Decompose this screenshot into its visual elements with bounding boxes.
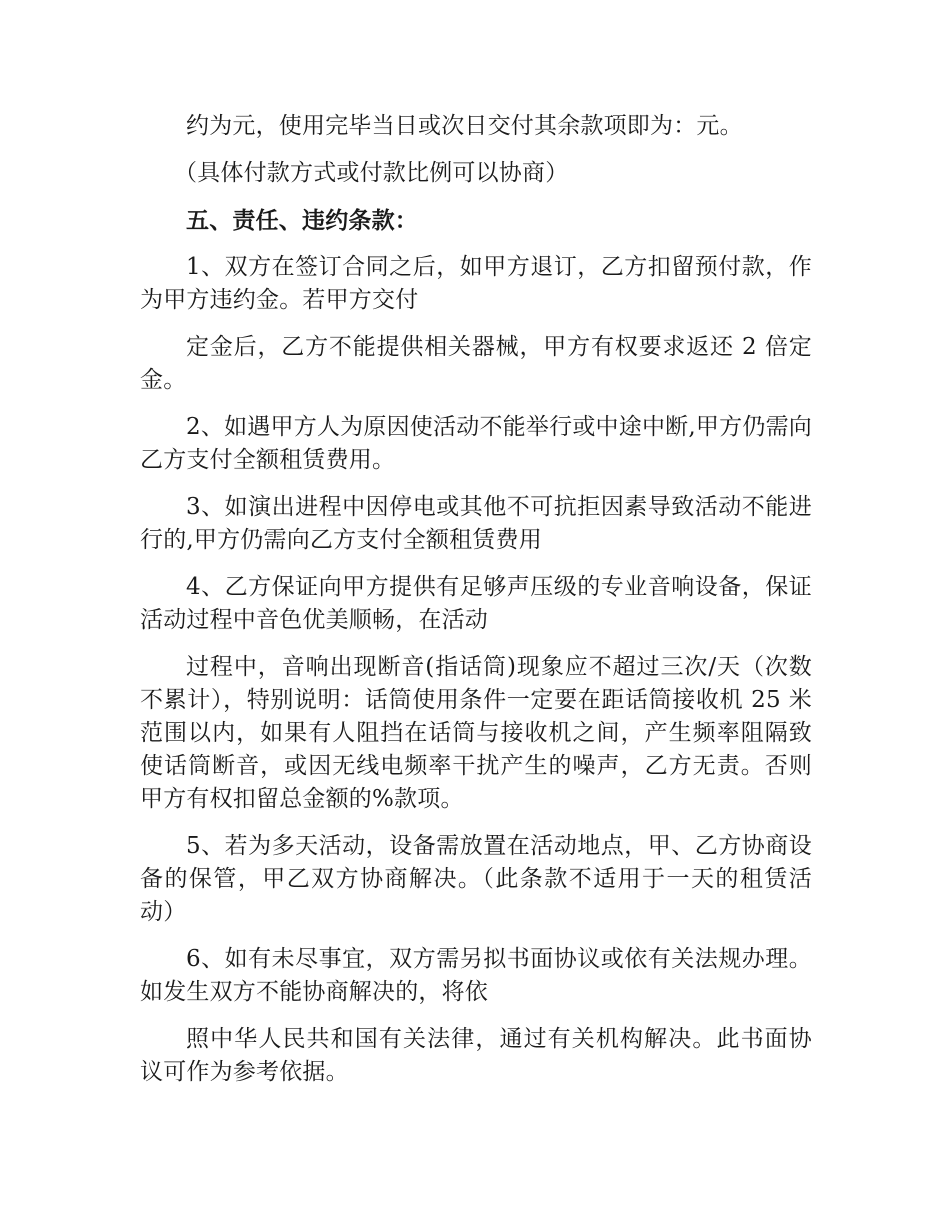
clause-2-paragraph: 2、如遇甲方人为原因使活动不能举行或中途中断,甲方仍需向乙方支付全额租赁费用。 xyxy=(140,414,812,473)
clause-6-paragraph: 6、如有未尽事宜，双方需另拟书面协议或依有关法规办理。如发生双方不能协商解决的，将依 xyxy=(140,946,812,1005)
payment-balance-paragraph: 约为元，使用完毕当日或次日交付其余款项即为：元。 xyxy=(186,113,743,139)
clause-4-paragraph: 4、乙方保证向甲方提供有足够声压级的专业音响设备，保证活动过程中音色优美顺畅，在活动 xyxy=(140,574,812,633)
clause-3-paragraph: 3、如演出进程中因停电或其他不可抗拒因素导致活动不能进行的,甲方仍需向乙方支付全额租赁费用 xyxy=(140,494,812,553)
clause-1-continuation-paragraph: 定金后，乙方不能提供相关器械，甲方有权要求返还 2 倍定金。 xyxy=(140,334,812,393)
document-body xyxy=(140,110,812,1103)
section-heading-liability: 五、责任、违约条款： xyxy=(186,207,418,234)
clause-1-paragraph: 1、双方在签订合同之后，如甲方退订，乙方扣留预付款，作为甲方违约金。若甲方交付 xyxy=(140,254,812,313)
clause-6-continuation-paragraph: 照中华人民共和国有关法律，通过有关机构解决。此书面协议可作为参考依据。 xyxy=(140,1026,812,1085)
payment-note-paragraph: （具体付款方式或付款比例可以协商） xyxy=(174,160,569,186)
clause-5-paragraph: 5、若为多天活动，设备需放置在活动地点，甲、乙方协商设备的保管，甲乙双方协商解决。（此条款不适用于一天的租赁活动） xyxy=(140,833,812,925)
clause-4-continuation-paragraph: 过程中，音响出现断音(指话筒)现象应不超过三次/天（次数不累计），特别说明：话筒使用条件一定要在距话筒接收机 25 米范围以内，如果有人阻挡在话筒与接收机之间，产生频率阻隔致使话筒断音，或因无线电频率干扰产生的噪声，乙方无责。否则甲方有权扣留总金额的%款项。 xyxy=(140,654,812,812)
